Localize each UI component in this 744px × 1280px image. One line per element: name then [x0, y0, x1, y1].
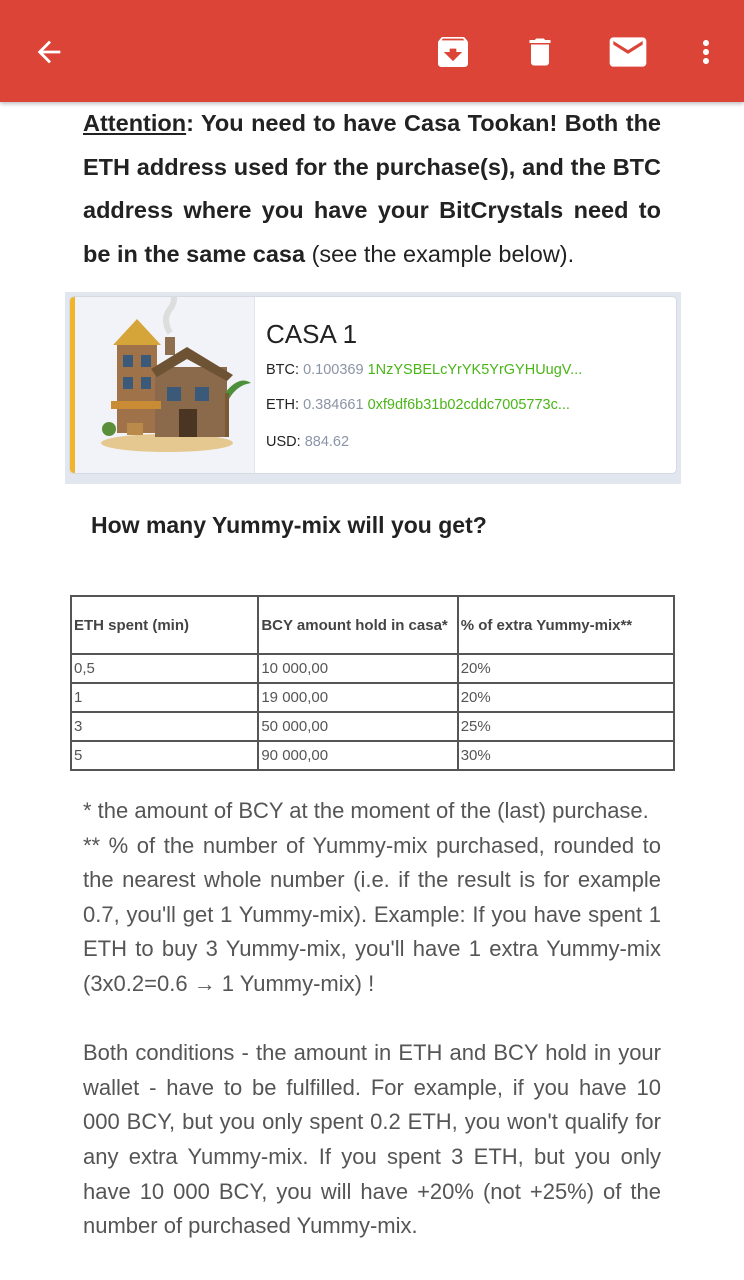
table-cell: 19 000,00 [258, 683, 457, 712]
attention-bold-text: You need to have Casa Tookan! Both the ETH address used for the purchase(s), and the BTC address where you have your BitCrystals need to be in the same casa [83, 110, 661, 267]
btc-amount: 0.100369 [303, 362, 364, 378]
attention-paragraph: Attention: You need to have Casa Tookan! Both the ETH address used for the purchase(s), and the BTC address where you have your BitCrystals need to be in the same casa (see the example below). [83, 110, 661, 267]
app-bar [0, 0, 744, 102]
casa-eth-line: ETH: 0.384661 0xf9df6b31b02cddc7005773c... [266, 397, 570, 413]
email-body [0, 102, 744, 1280]
note-footnote-1: * the amount of BCY at the moment of the (last) purchase. [83, 798, 649, 823]
attention-normal-text: (see the example below). [305, 240, 575, 267]
attention-label: Attention [83, 110, 187, 136]
back-arrow-icon[interactable] [23, 26, 75, 78]
table-cell: 5 [71, 741, 258, 770]
casa-btc-line: BTC: 0.100369 1NzYSBELcYrYK5YrGYHUugV... [266, 362, 583, 378]
table-row [71, 741, 674, 770]
more-vert-icon[interactable] [680, 26, 732, 78]
section-heading: How many Yummy-mix will you get? [91, 512, 487, 538]
table-cell: 1 [71, 683, 258, 712]
casa-title: CASA 1 [266, 319, 358, 349]
btc-address[interactable]: 1NzYSBELcYrYK5YrGYHUugV... [367, 362, 583, 378]
usd-amount: 884.62 [304, 434, 350, 450]
table-cell: 20% [458, 654, 674, 683]
trash-icon[interactable] [514, 26, 566, 78]
casa-card [69, 296, 677, 474]
table-cell: 20% [458, 683, 674, 712]
table-cell: 10 000,00 [258, 654, 457, 683]
casa-image [75, 297, 255, 473]
house-icon [75, 297, 255, 474]
table-cell: 0,5 [71, 654, 258, 683]
table-row [71, 712, 674, 741]
table-cell: 25% [458, 712, 674, 741]
note-footnote-2: ** % of the number of Yummy-mix purchased, rounded to the nearest whole number (i.e. if the result is for example 0.7, you'll get 1 Yummy-mix). Example: If you have spent 1 ETH to buy 3 Yummy-mix, you'll have 1 extra Yummy-mix (3x0.2=0.6 → 1 Yummy-mix) ! [83, 832, 661, 996]
note-conditions: Both conditions - the amount in ETH and BCY hold in your wallet - have to be fulfilled. For example, if you have 10 000 BCY, but you only spent 0.2 ETH, you won't qualify for any extra Yummy-mix. If you spent 3 ETH, but you only have 10 000 BCY, you will have +20% (not +25%) of the number of purchased Yummy-mix. [83, 1040, 661, 1239]
eth-amount: 0.384661 [303, 397, 364, 413]
table-cell: 50 000,00 [258, 712, 457, 741]
eth-address[interactable]: 0xf9df6b31b02cddc7005773c... [367, 397, 570, 413]
table-header-cell: BCY amount hold in casa* [258, 596, 457, 654]
mail-icon[interactable] [602, 26, 654, 78]
table-header-cell: ETH spent (min) [71, 596, 258, 654]
casa-example-card [65, 292, 681, 484]
table-row [71, 683, 674, 712]
table-row [71, 654, 674, 683]
archive-icon[interactable] [427, 26, 479, 78]
table-header-row [71, 596, 674, 654]
rewards-table [70, 595, 675, 771]
table-cell: 90 000,00 [258, 741, 457, 770]
table-cell: 30% [458, 741, 674, 770]
casa-usd-line: USD: 884.62 [266, 434, 350, 450]
table-cell: 3 [71, 712, 258, 741]
table-header-cell: % of extra Yummy-mix** [458, 596, 674, 654]
notes-section [83, 794, 661, 1244]
